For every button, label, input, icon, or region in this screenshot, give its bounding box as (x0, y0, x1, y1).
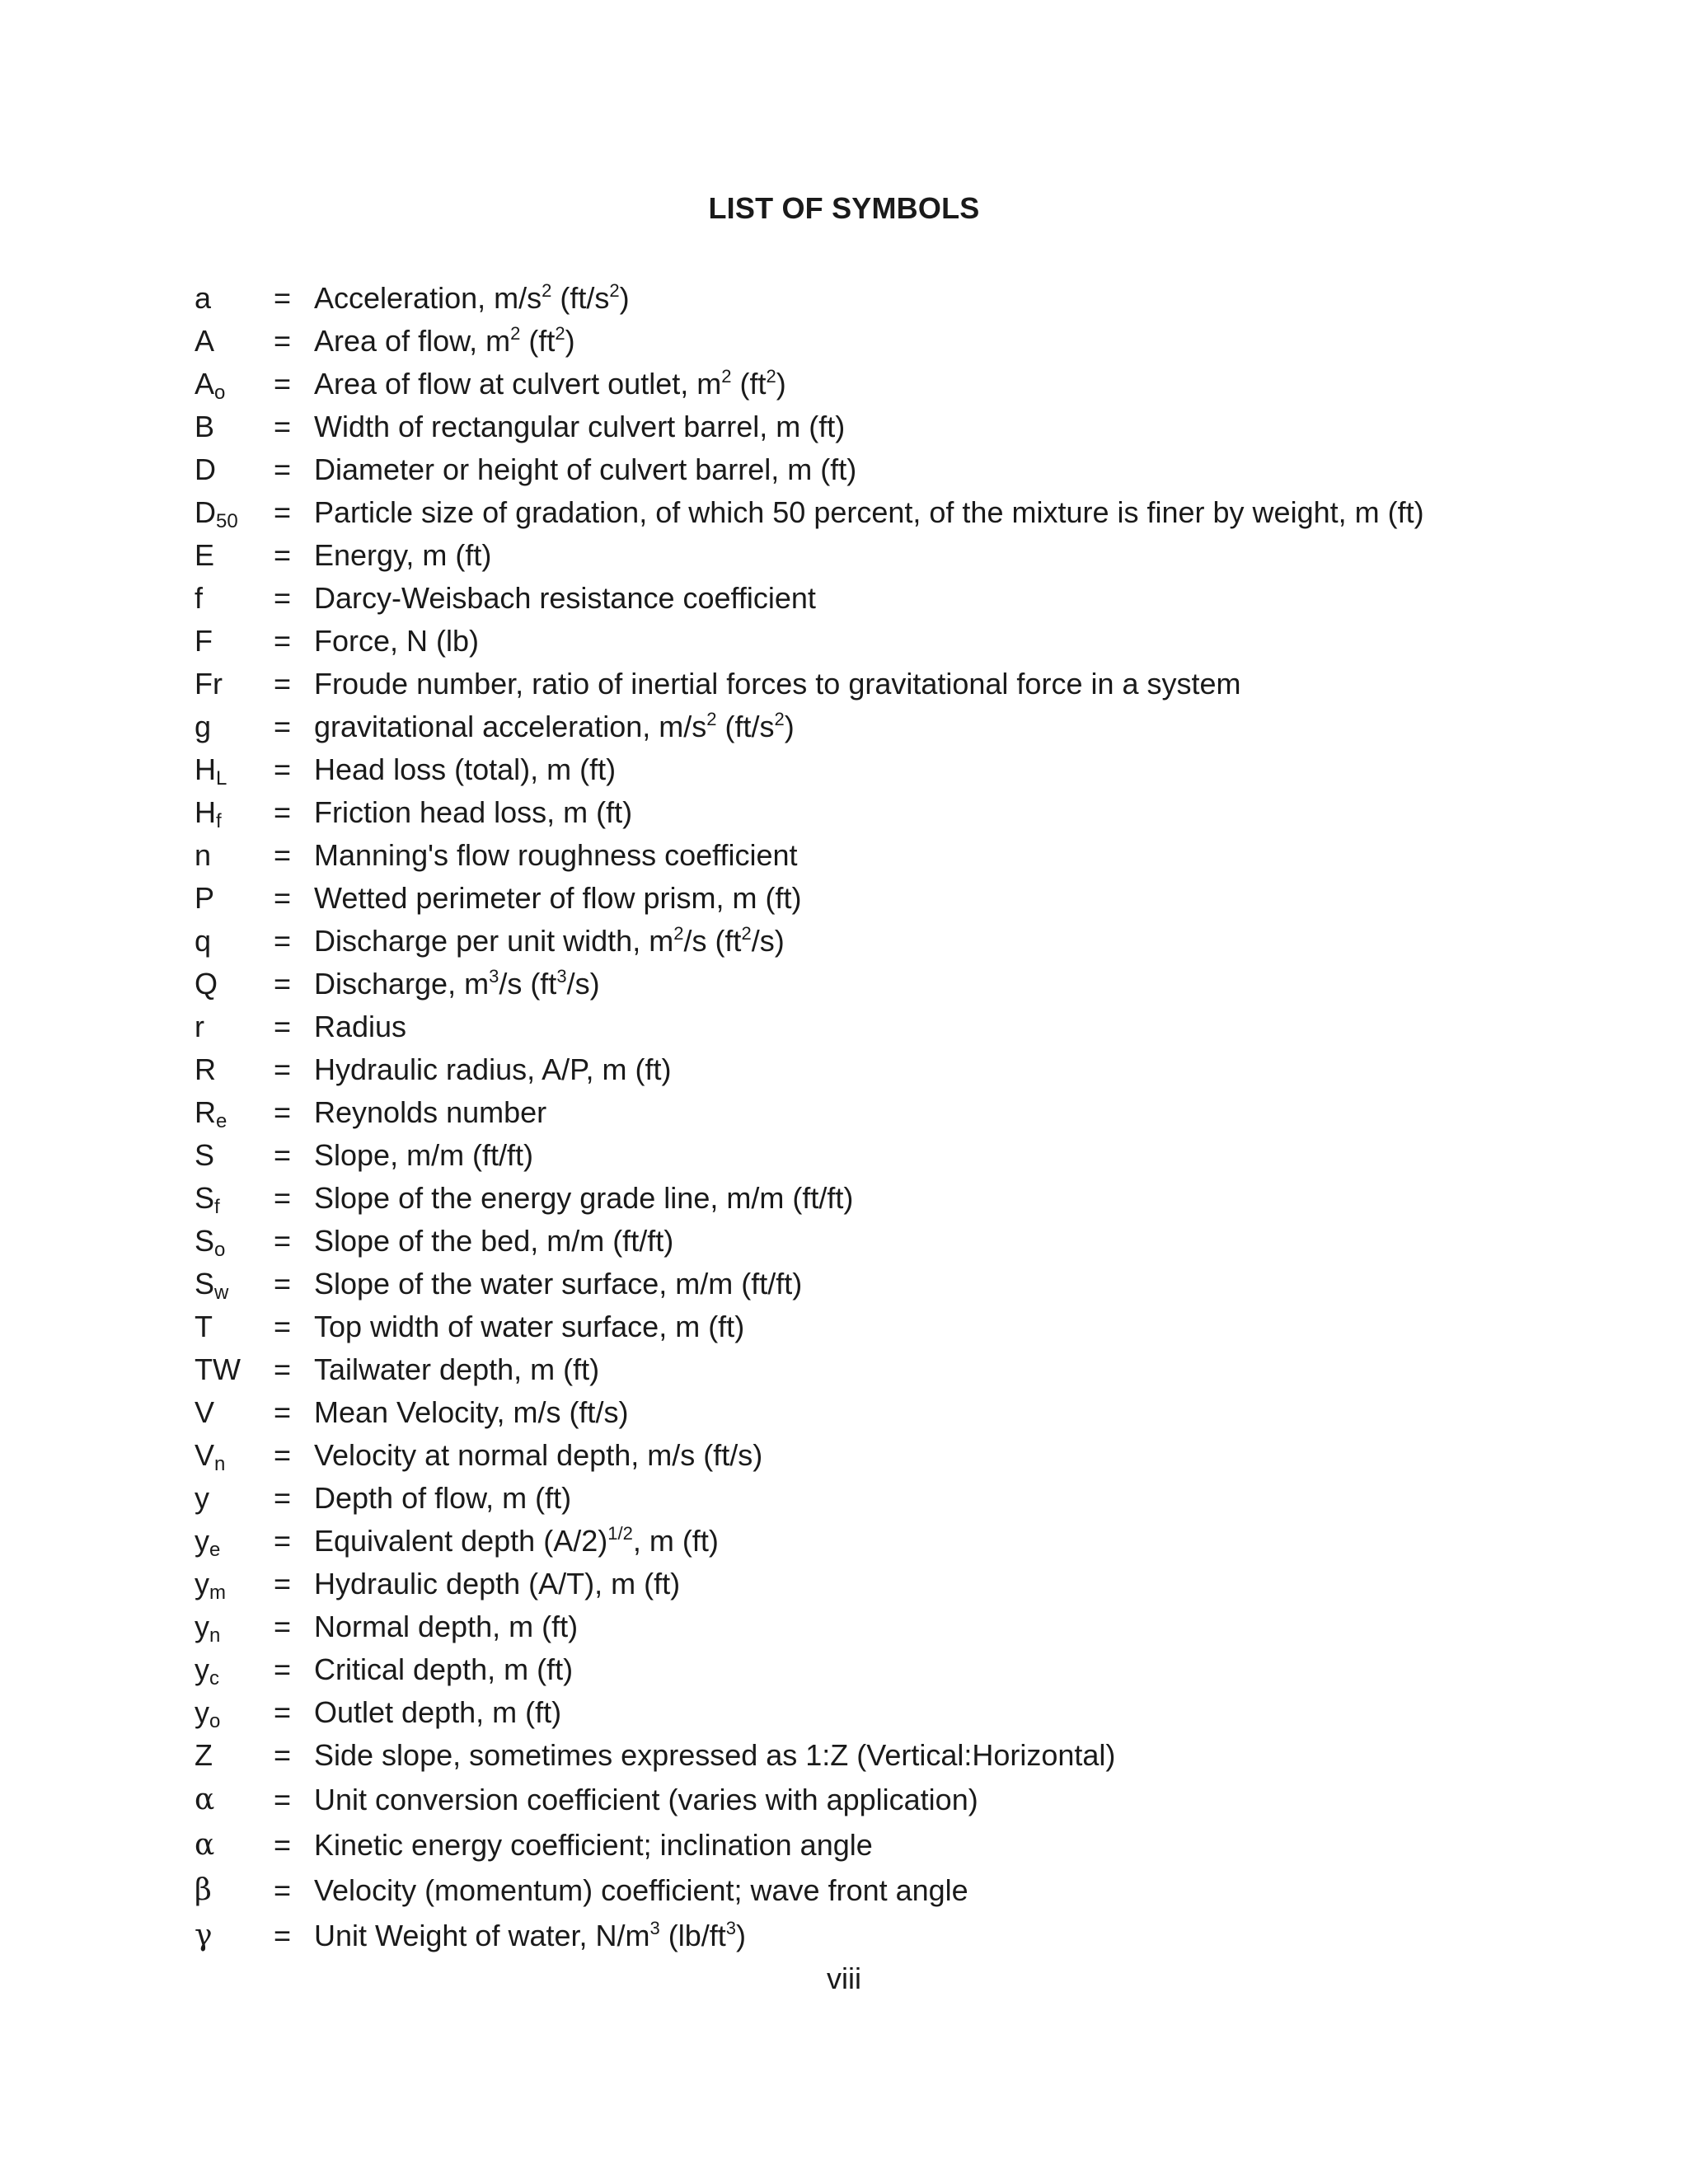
symbol-row (195, 620, 1596, 663)
description-text: (ft/s (716, 710, 775, 743)
symbol-subscript: w (214, 1282, 229, 1304)
symbol-description (314, 1868, 968, 1913)
description-text: Froude number, ratio of inertial forces to gravitational force in a system (314, 667, 1241, 701)
symbol-base: a (195, 281, 212, 315)
description-text: (ft/s (551, 281, 610, 315)
description-text: Normal depth, m (ft) (314, 1610, 579, 1643)
symbol-row (195, 1348, 1596, 1391)
symbol-base: α (195, 1828, 215, 1862)
symbol-base: Fr (195, 667, 223, 701)
symbol-base: A (195, 367, 215, 401)
symbol-base: Q (195, 967, 218, 1001)
symbol (195, 663, 223, 705)
description-text: Radius (314, 1010, 407, 1043)
equals-sign: = (274, 367, 292, 401)
symbol (195, 1648, 219, 1691)
equals-sign: = (274, 1610, 292, 1643)
description-text: Width of rectangular culvert barrel, m (ft) (314, 410, 846, 443)
description-text: Unit conversion coefficient (varies with application) (314, 1783, 978, 1816)
symbol (195, 920, 211, 963)
description-text: Darcy-Weisbach resistance coefficient (314, 581, 816, 615)
symbol-base: S (195, 1138, 215, 1172)
equals-sign: = (274, 1695, 292, 1729)
equals-sign: = (274, 667, 292, 701)
symbol-base: S (195, 1267, 215, 1301)
description-text: Slope, m/m (ft/ft) (314, 1138, 534, 1172)
description-text: Critical depth, m (ft) (314, 1652, 574, 1686)
description-text: ) (776, 367, 786, 401)
equals-sign: = (274, 1052, 292, 1086)
symbol-row (195, 748, 1596, 791)
symbol-subscript: n (214, 1453, 226, 1475)
symbol-description (314, 1134, 533, 1177)
symbol-row (195, 405, 1596, 448)
symbol-row (195, 1091, 1596, 1134)
symbol-row (195, 1691, 1596, 1734)
description-text: ) (736, 1919, 746, 1952)
description-text: Wetted perimeter of flow prism, m (ft) (314, 881, 802, 915)
description-text: Area of flow, m (314, 324, 511, 358)
description-text: Friction head loss, m (ft) (314, 795, 633, 829)
symbol-subscript: o (209, 1710, 221, 1732)
symbol (195, 1520, 220, 1563)
symbol-description (314, 363, 786, 405)
symbol-description (314, 1563, 680, 1605)
description-text: Side slope, sometimes expressed as 1:Z (Vertical:Horizontal) (314, 1738, 1116, 1772)
symbol-base: T (195, 1310, 213, 1343)
superscript: 2 (741, 923, 752, 944)
symbol-base: S (195, 1224, 215, 1258)
description-text: Depth of flow, m (ft) (314, 1481, 572, 1515)
symbol-description (314, 1434, 762, 1477)
symbol-row (195, 663, 1596, 705)
symbol-row (195, 1563, 1596, 1605)
symbol-base: H (195, 795, 216, 829)
superscript: 2 (706, 709, 717, 729)
description-text: Diameter or height of culvert barrel, m (ft) (314, 452, 857, 486)
symbol-row (195, 1822, 1596, 1868)
symbol-description (314, 1477, 571, 1520)
description-text: Velocity at normal depth, m/s (ft/s) (314, 1438, 763, 1472)
description-text: ) (784, 710, 795, 743)
symbol (195, 1305, 213, 1348)
symbol-base: S (195, 1181, 215, 1215)
symbol-description (314, 834, 798, 877)
symbol (195, 1177, 220, 1220)
equals-sign: = (274, 624, 292, 658)
symbol-base: E (195, 538, 215, 572)
symbol-base: V (195, 1395, 215, 1429)
symbol-base: Z (195, 1738, 213, 1772)
description-text: Head loss (total), m (ft) (314, 752, 617, 786)
equals-sign: = (274, 581, 292, 615)
symbol-base: α (195, 1783, 215, 1816)
symbol-base: A (195, 324, 215, 358)
symbol-description (314, 577, 816, 620)
symbol (195, 448, 216, 491)
symbol (195, 577, 203, 620)
equals-sign: = (274, 881, 292, 915)
symbol-description (314, 1913, 746, 1958)
superscript: 2 (774, 709, 785, 729)
superscript: 1/2 (607, 1523, 633, 1544)
symbol-description (314, 791, 632, 834)
superscript: 2 (510, 323, 521, 344)
symbol-subscript: m (209, 1582, 226, 1604)
symbol-description (314, 491, 1424, 534)
symbol-description (314, 877, 801, 920)
symbol (195, 1263, 228, 1305)
equals-sign: = (274, 1310, 292, 1343)
symbol-description (314, 963, 600, 1005)
symbol-description (314, 1005, 406, 1048)
description-text: Hydraulic depth (A/T), m (ft) (314, 1567, 681, 1601)
symbol (195, 834, 211, 877)
symbol-base: P (195, 881, 215, 915)
symbol-row (195, 448, 1596, 491)
equals-sign: = (274, 710, 292, 743)
symbol-row (195, 920, 1596, 963)
equals-sign: = (274, 1224, 292, 1258)
symbol-row (195, 834, 1596, 877)
symbol-base: V (195, 1438, 215, 1472)
symbol-base: D (195, 452, 216, 486)
symbol-base: y (195, 1524, 209, 1558)
superscript: 2 (609, 280, 620, 301)
superscript: 2 (766, 366, 776, 387)
symbol (195, 405, 214, 448)
superscript: 2 (721, 366, 732, 387)
symbol-subscript: f (216, 810, 222, 832)
equals-sign: = (274, 1095, 292, 1129)
symbol-base: TW (195, 1352, 241, 1386)
equals-sign: = (274, 495, 292, 529)
symbol-base: H (195, 752, 216, 786)
symbol (195, 1563, 226, 1605)
equals-sign: = (274, 1828, 292, 1862)
equals-sign: = (274, 1352, 292, 1386)
symbol (195, 963, 218, 1005)
description-text: (ft (520, 324, 556, 358)
symbol (195, 1134, 214, 1177)
symbol-description (314, 1734, 1115, 1777)
symbol-base: β (195, 1873, 212, 1907)
symbol-description (314, 1520, 719, 1563)
symbol-description (314, 320, 575, 363)
equals-sign: = (274, 1652, 292, 1686)
symbol-row (195, 1477, 1596, 1520)
symbol-description (314, 1091, 546, 1134)
description-text: Top width of water surface, m (ft) (314, 1310, 745, 1343)
symbol-base: R (195, 1095, 216, 1129)
symbol-description (314, 1777, 978, 1822)
symbol-subscript: L (216, 767, 227, 790)
description-text: Reynolds number (314, 1095, 547, 1129)
superscript: 2 (555, 323, 565, 344)
equals-sign: = (274, 1567, 292, 1601)
symbol-row (195, 791, 1596, 834)
symbol-row (195, 1005, 1596, 1048)
symbol-row (195, 1913, 1596, 1958)
symbol-row (195, 1220, 1596, 1263)
symbol-subscript: o (214, 1239, 226, 1261)
symbol-description (314, 448, 856, 491)
symbol-base: r (195, 1010, 204, 1043)
symbol-subscript: e (209, 1539, 221, 1561)
symbol-base: R (195, 1052, 216, 1086)
superscript: 3 (725, 1918, 736, 1938)
description-text: Tailwater depth, m (ft) (314, 1352, 600, 1386)
symbol-description (314, 1391, 628, 1434)
description-text: Velocity (momentum) coefficient; wave front angle (314, 1873, 968, 1907)
symbol-description (314, 1305, 744, 1348)
description-text: /s (ft (683, 924, 742, 958)
symbol-description (314, 1648, 573, 1691)
description-text: Slope of the water surface, m/m (ft/ft) (314, 1267, 803, 1301)
symbol (195, 1734, 213, 1777)
equals-sign: = (274, 1267, 292, 1301)
symbol-subscript: c (209, 1667, 219, 1690)
equals-sign: = (274, 1138, 292, 1172)
symbol-subscript: n (209, 1624, 221, 1647)
equals-sign: = (274, 967, 292, 1001)
equals-sign: = (274, 538, 292, 572)
symbol-row (195, 1305, 1596, 1348)
symbol-base: y (195, 1481, 209, 1515)
page-number: viii (827, 1961, 861, 1995)
superscript: 2 (673, 923, 684, 944)
symbol-row (195, 363, 1596, 405)
description-text: Force, N (lb) (314, 624, 480, 658)
symbol-base: g (195, 710, 212, 743)
description-text: Kinetic energy coefficient; inclination angle (314, 1828, 873, 1862)
symbol-description (314, 705, 795, 748)
description-text: Outlet depth, m (ft) (314, 1695, 562, 1729)
symbol-description (314, 620, 479, 663)
equals-sign: = (274, 924, 292, 958)
equals-sign: = (274, 1919, 292, 1952)
symbol (195, 491, 238, 534)
symbol-description (314, 534, 491, 577)
symbol-description (314, 920, 785, 963)
symbol-base: D (195, 495, 216, 529)
symbol-row (195, 1520, 1596, 1563)
symbol-base: y (195, 1652, 209, 1686)
symbol-base: q (195, 924, 212, 958)
symbol-description (314, 663, 1241, 705)
symbol-row (195, 1048, 1596, 1091)
description-text: Discharge per unit width, m (314, 924, 674, 958)
symbol-description (314, 748, 616, 791)
description-text: /s) (566, 967, 600, 1001)
symbol (195, 1605, 220, 1648)
equals-sign: = (274, 1181, 292, 1215)
symbol (195, 1477, 209, 1520)
description-text: Manning's flow roughness coefficient (314, 838, 798, 872)
symbol (195, 748, 227, 791)
symbol-row (195, 1391, 1596, 1434)
symbol-row (195, 1434, 1596, 1477)
page-title: LIST OF SYMBOLS (708, 191, 980, 225)
symbol-description (314, 1048, 671, 1091)
description-text: /s (ft (499, 967, 557, 1001)
symbol-description (314, 1605, 578, 1648)
description-text: (lb/ft (659, 1919, 726, 1952)
equals-sign: = (274, 1481, 292, 1515)
equals-sign: = (274, 1524, 292, 1558)
superscript: 3 (489, 966, 499, 987)
symbol-row (195, 1263, 1596, 1305)
description-text: Acceleration, m/s (314, 281, 542, 315)
description-text: Mean Velocity, m/s (ft/s) (314, 1395, 629, 1429)
symbol-row (195, 1177, 1596, 1220)
symbol-base: γ (195, 1919, 213, 1952)
symbol-row (195, 1648, 1596, 1691)
description-text: Area of flow at culvert outlet, m (314, 367, 722, 401)
description-text: Hydraulic radius, A/P, m (ft) (314, 1052, 672, 1086)
symbol (195, 1091, 227, 1134)
description-text: gravitational acceleration, m/s (314, 710, 707, 743)
superscript: 2 (542, 280, 552, 301)
symbol-list (195, 277, 1596, 1958)
equals-sign: = (274, 1395, 292, 1429)
description-text: Discharge, m (314, 967, 490, 1001)
symbol (195, 1913, 213, 1958)
equals-sign: = (274, 410, 292, 443)
description-text: Unit Weight of water, N/m (314, 1919, 650, 1952)
superscript: 3 (649, 1918, 660, 1938)
symbol-row (195, 1777, 1596, 1822)
symbol-base: F (195, 624, 213, 658)
equals-sign: = (274, 452, 292, 486)
symbol-description (314, 1348, 599, 1391)
symbol-description (314, 1263, 802, 1305)
symbol-subscript: e (216, 1110, 227, 1132)
symbol (195, 1822, 214, 1868)
symbol-base: y (195, 1610, 209, 1643)
equals-sign: = (274, 838, 292, 872)
equals-sign: = (274, 752, 292, 786)
symbol-description (314, 1177, 853, 1220)
symbol (195, 1220, 225, 1263)
symbol (195, 791, 222, 834)
symbol-base: B (195, 410, 215, 443)
symbol-description (314, 405, 845, 448)
symbol (195, 1434, 225, 1477)
symbol-row (195, 963, 1596, 1005)
symbol-description (314, 1822, 873, 1868)
symbol (195, 320, 214, 363)
superscript: 3 (556, 966, 567, 987)
symbol-row (195, 491, 1596, 534)
description-text: Equivalent depth (A/2) (314, 1524, 608, 1558)
equals-sign: = (274, 1873, 292, 1907)
description-text: (ft (731, 367, 767, 401)
symbol-base: y (195, 1695, 209, 1729)
symbol (195, 1777, 214, 1822)
symbol-row (195, 1134, 1596, 1177)
symbol-row (195, 277, 1596, 320)
symbol-description (314, 1691, 561, 1734)
symbol (195, 620, 213, 663)
symbol-description (314, 277, 630, 320)
description-text: , m (ft) (632, 1524, 719, 1558)
symbol-row (195, 320, 1596, 363)
equals-sign: = (274, 281, 292, 315)
symbol (195, 705, 211, 748)
symbol-base: n (195, 838, 212, 872)
equals-sign: = (274, 795, 292, 829)
symbol-subscript: 50 (216, 510, 238, 532)
description-text: ) (619, 281, 630, 315)
symbol-base: f (195, 581, 204, 615)
symbol (195, 1691, 220, 1734)
symbol (195, 534, 214, 577)
description-text: ) (565, 324, 575, 358)
description-text: Slope of the bed, m/m (ft/ft) (314, 1224, 674, 1258)
symbol-row (195, 877, 1596, 920)
symbol (195, 1348, 241, 1391)
description-text: Slope of the energy grade line, m/m (ft/ft) (314, 1181, 854, 1215)
equals-sign: = (274, 1010, 292, 1043)
equals-sign: = (274, 1738, 292, 1772)
symbol (195, 1868, 212, 1913)
symbol-row (195, 1868, 1596, 1913)
symbol-row (195, 1734, 1596, 1777)
symbol (195, 1005, 204, 1048)
symbol (195, 363, 225, 405)
symbol-subscript: f (214, 1196, 220, 1218)
symbol-subscript: o (214, 382, 226, 404)
equals-sign: = (274, 324, 292, 358)
symbol-base: y (195, 1567, 209, 1601)
symbol-row (195, 1605, 1596, 1648)
equals-sign: = (274, 1783, 292, 1816)
description-text: Particle size of gradation, of which 50 percent, of the mixture is finer by weight, m (ft) (314, 495, 1424, 529)
symbol-row (195, 534, 1596, 577)
description-text: /s) (751, 924, 785, 958)
description-text: Energy, m (ft) (314, 538, 492, 572)
symbol-row (195, 577, 1596, 620)
symbol (195, 1391, 214, 1434)
symbol (195, 1048, 216, 1091)
symbol-description (314, 1220, 673, 1263)
symbol (195, 877, 214, 920)
symbol (195, 277, 211, 320)
equals-sign: = (274, 1438, 292, 1472)
symbol-row (195, 705, 1596, 748)
